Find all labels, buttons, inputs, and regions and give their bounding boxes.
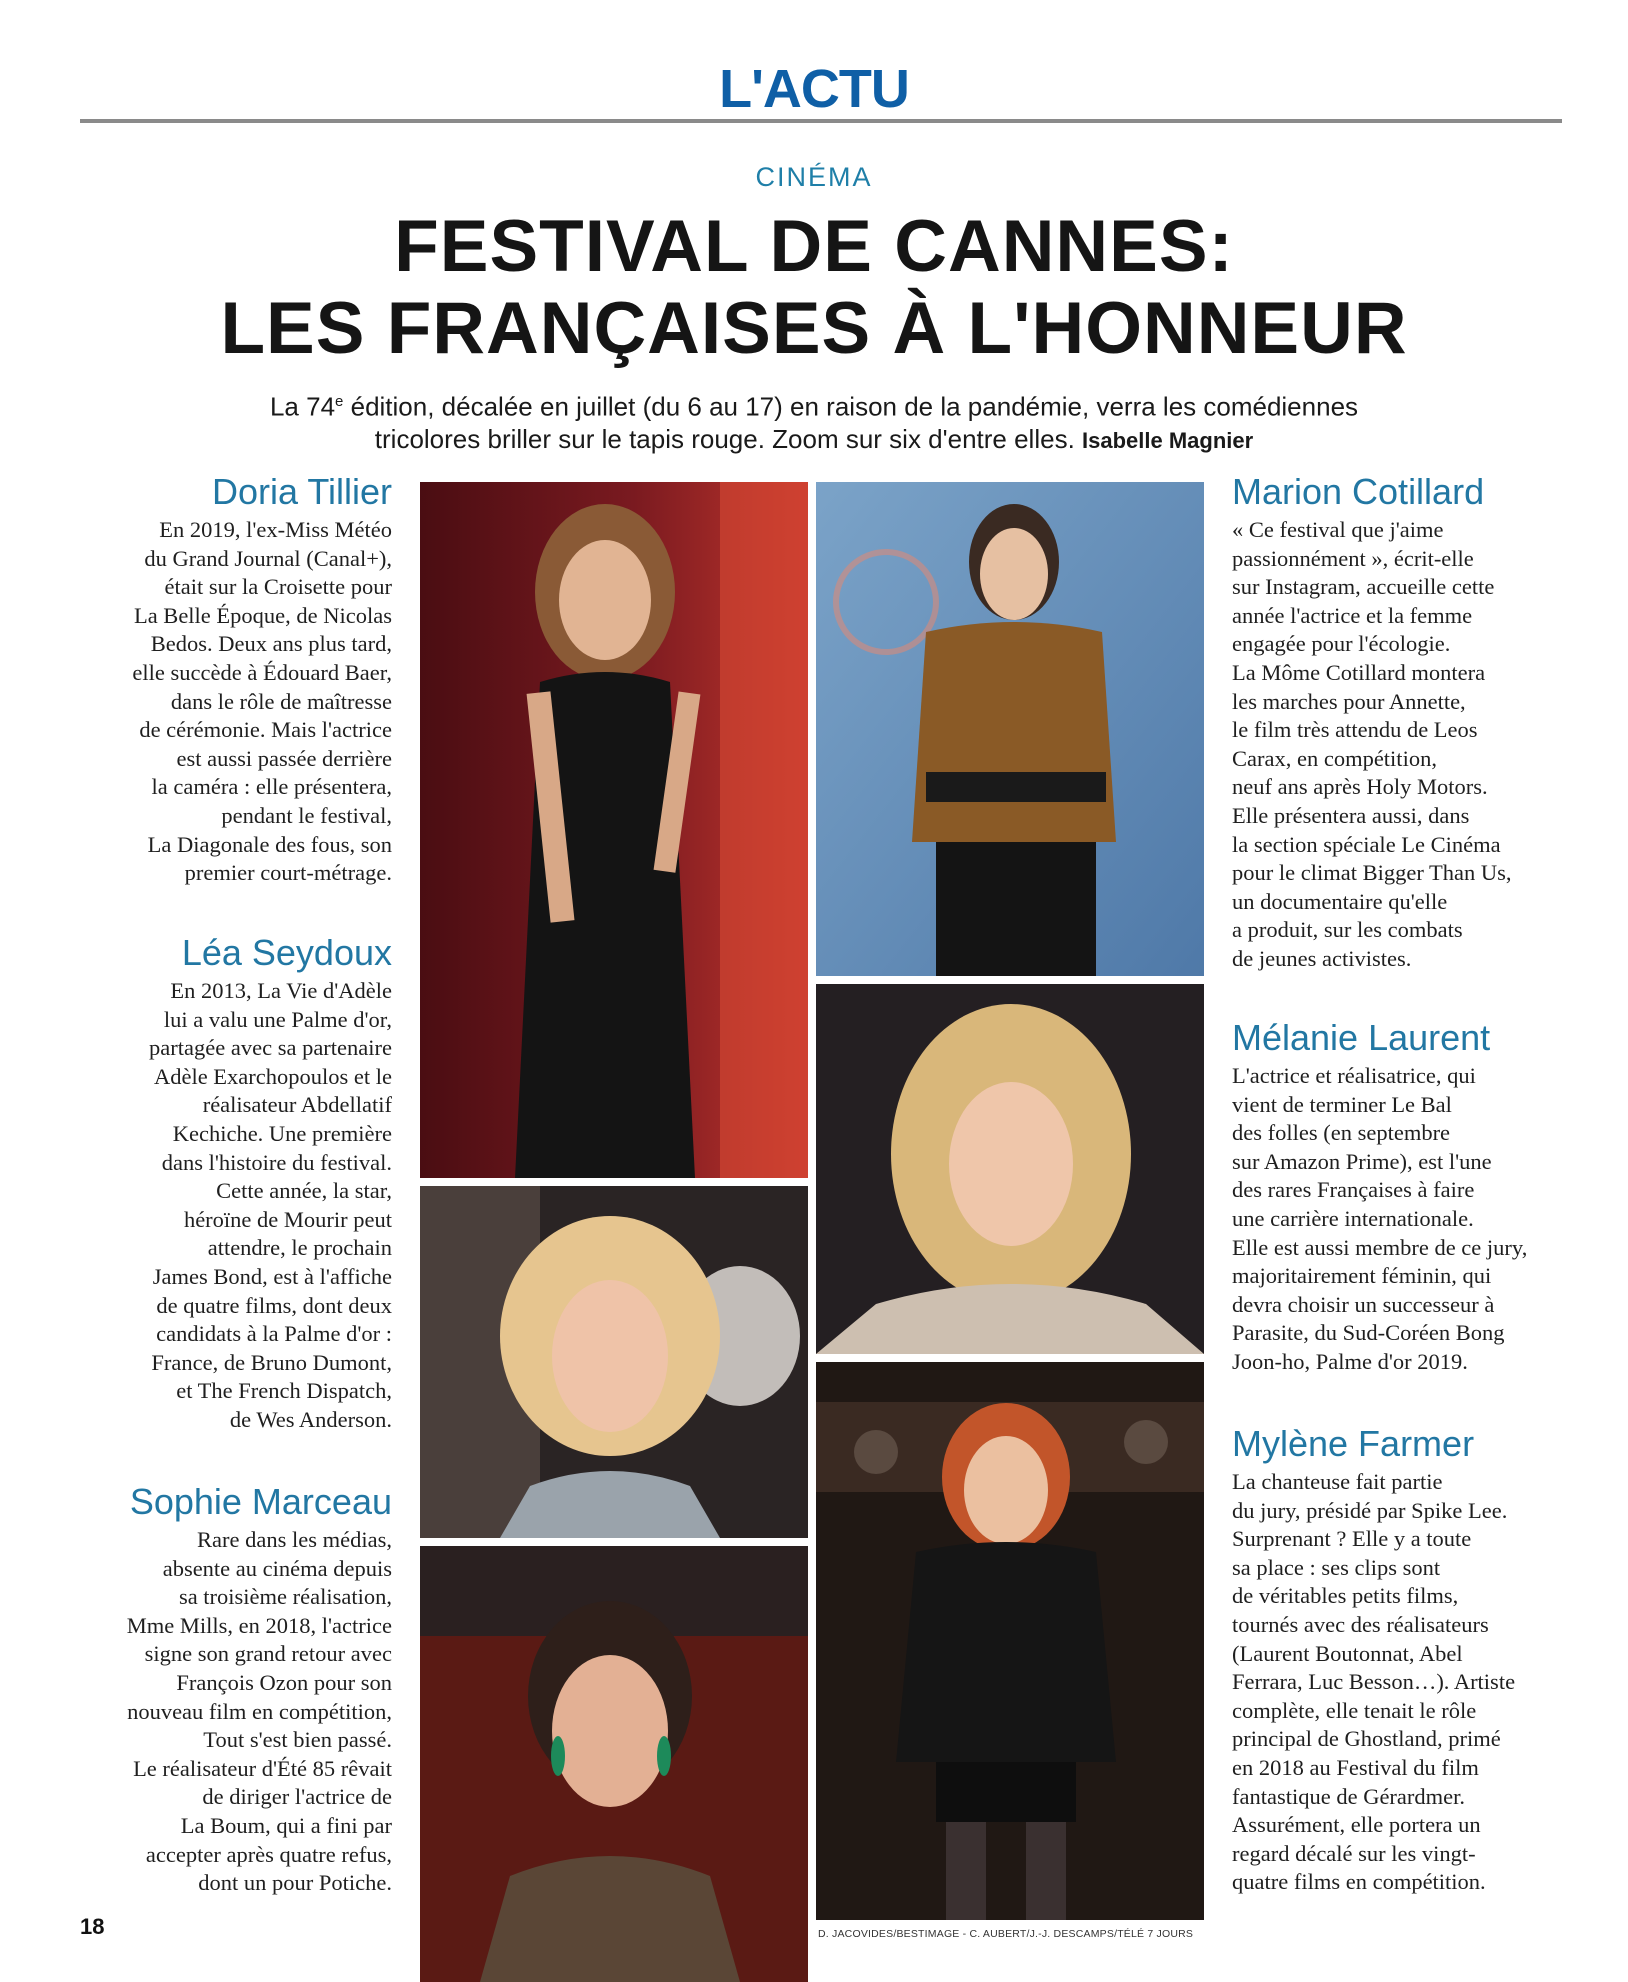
page-number: 18 (80, 1914, 105, 1939)
body-line: passionnément », écrit-elle (1232, 545, 1474, 571)
article-body (1232, 516, 1602, 974)
body-line: sur Amazon Prime), est l'une (1232, 1148, 1492, 1174)
article-body (1232, 1062, 1602, 1377)
section-title: L'ACTU (719, 59, 909, 119)
byline: Isabelle Magnier (1082, 427, 1254, 453)
body-line: Parasite, du Sud-Coréen Bong (1232, 1320, 1505, 1346)
photo-sophie-marceau (420, 1546, 808, 1982)
body-line: « Ce festival que j'aime (1232, 517, 1444, 542)
body-line: elle succède à Édouard Baer, (132, 659, 392, 685)
body-line: Le réalisateur d'Été 85 rêvait (133, 1755, 392, 1781)
body-line: accepter après quatre refus, (145, 1841, 392, 1867)
body-line: Mme Mills, en 2018, l'actrice (126, 1612, 392, 1638)
article-name: Sophie Marceau (129, 1481, 392, 1522)
body-line: La Belle Époque, de Nicolas (133, 602, 392, 628)
kicker: CINÉMA (755, 162, 873, 192)
body-line: dont un pour Potiche. (198, 1870, 392, 1896)
article-sophie-marceau (62, 1481, 392, 1898)
body-line: Ferrara, Luc Besson…). Artiste (1232, 1669, 1516, 1695)
body-line: est aussi passée derrière (176, 745, 392, 771)
body-line: des folles (en septembre (1232, 1120, 1451, 1146)
body-line: Elle présentera aussi, dans (1232, 802, 1470, 828)
body-line: fantastique de Gérardmer. (1232, 1783, 1466, 1809)
body-line: et The French Dispatch, (176, 1378, 392, 1404)
body-line: Cette année, la star, (216, 1178, 392, 1204)
body-line: sur Instagram, accueille cette (1232, 574, 1495, 600)
body-line: une carrière internationale. (1232, 1205, 1474, 1231)
standfirst-sup: e (335, 393, 344, 410)
body-line: du jury, présidé par Spike Lee. (1232, 1497, 1508, 1523)
body-line: en 2018 au Festival du film (1232, 1754, 1479, 1780)
body-line: En 2019, l'ex-Miss Météo (159, 517, 392, 542)
article-name: Marion Cotillard (1232, 471, 1485, 512)
body-line: réalisateur Abdellatif (202, 1092, 392, 1118)
photo-melanie-laurent (816, 984, 1204, 1354)
body-line: nouveau film en compétition, (127, 1698, 392, 1724)
body-line: de quatre films, dont deux (156, 1292, 392, 1318)
article-body (1232, 1468, 1602, 1897)
body-line: principal de Ghostland, primé (1232, 1726, 1501, 1752)
headline (0, 206, 1628, 370)
body-line: Surprenant ? Elle y a toute (1232, 1526, 1472, 1552)
photo-doria-tillier (420, 482, 808, 1178)
article-lea-seydoux (62, 932, 392, 1435)
body-line: devra choisir un successeur à (1232, 1291, 1495, 1317)
body-line: vient de terminer Le Bal (1232, 1091, 1452, 1117)
body-line: majoritairement féminin, qui (1232, 1263, 1492, 1289)
article-name: Mylène Farmer (1232, 1423, 1475, 1464)
body-line: dans l'histoire du festival. (161, 1149, 392, 1175)
body-line: La Boum, qui a fini par (180, 1812, 392, 1838)
body-line: les marches pour Annette, (1232, 688, 1466, 714)
article-doria-tillier (62, 471, 392, 888)
body-line: signe son grand retour avec (144, 1641, 392, 1667)
body-line: de Wes Anderson. (229, 1406, 392, 1432)
body-line: La Diagonale des fous, son (147, 831, 392, 857)
body-line: était sur la Croisette pour (164, 574, 392, 600)
article-body (62, 977, 392, 1435)
body-line: Assurément, elle portera un (1232, 1812, 1481, 1838)
body-line: sa troisième réalisation, (178, 1584, 392, 1610)
body-line: héroïne de Mourir peut (183, 1206, 392, 1232)
body-line: un documentaire qu'elle (1232, 888, 1448, 914)
body-line: la caméra : elle présentera, (151, 774, 392, 800)
article-name: Léa Seydoux (181, 932, 392, 973)
body-line: premier court-métrage. (184, 860, 392, 886)
body-line: attendre, le prochain (207, 1235, 392, 1261)
standfirst (80, 386, 1548, 457)
article-name: Doria Tillier (211, 471, 392, 512)
body-line: France, de Bruno Dumont, (151, 1349, 392, 1375)
body-line: a produit, sur les combats (1232, 917, 1463, 943)
standfirst-c: tricolores briller sur le tapis rouge. Zoom sur six d'entre elles. (374, 423, 1083, 454)
body-line: La chanteuse fait partie (1232, 1469, 1443, 1494)
body-line: Adèle Exarchopoulos et le (153, 1063, 392, 1089)
body-line: Tout s'est bien passé. (203, 1727, 392, 1753)
body-line: de jeunes activistes. (1232, 945, 1412, 971)
body-line: pour le climat Bigger Than Us, (1232, 860, 1512, 886)
photo-credit: D. JACOVIDES/BESTIMAGE - C. AUBERT/J.-J. DESCAMPS/TÉLÉ 7 JOURS (818, 1928, 1194, 1940)
body-line: tournés avec des réalisateurs (1232, 1611, 1489, 1637)
body-line: pendant le festival, (221, 802, 392, 828)
body-line: du Grand Journal (Canal+), (144, 545, 392, 571)
body-line: lui a valu une Palme d'or, (163, 1006, 392, 1032)
article-melanie-laurent (1232, 1017, 1602, 1377)
body-line: le film très attendu de Leos (1232, 717, 1478, 743)
headline-line-2: LES FRANÇAISES À L'HONNEUR (220, 288, 1408, 369)
body-line: complète, elle tenait le rôle (1232, 1697, 1477, 1723)
body-line: regard décalé sur les vingt- (1232, 1840, 1476, 1866)
body-line: Joon-ho, Palme d'or 2019. (1232, 1348, 1468, 1374)
body-line: Kechiche. Une première (172, 1120, 392, 1146)
article-name: Mélanie Laurent (1232, 1017, 1491, 1058)
body-line: année l'actrice et la femme (1232, 602, 1473, 628)
body-line: L'actrice et réalisatrice, qui (1232, 1063, 1476, 1088)
photo-lea-seydoux (420, 1186, 808, 1538)
headline-line-1: FESTIVAL DE CANNES: (394, 206, 1234, 287)
body-line: quatre films en compétition. (1232, 1869, 1486, 1895)
article-body (62, 516, 392, 888)
body-line: partagée avec sa partenaire (149, 1035, 392, 1061)
body-line: Bedos. Deux ans plus tard, (150, 631, 392, 657)
standfirst-a: La 74 (269, 391, 336, 422)
body-line: de véritables petits films, (1232, 1583, 1459, 1609)
body-line: absente au cinéma depuis (162, 1555, 392, 1581)
body-line: En 2013, La Vie d'Adèle (170, 978, 392, 1003)
body-line: dans le rôle de maîtresse (170, 688, 392, 714)
article-mylene-farmer (1232, 1423, 1602, 1897)
photo-mylene-farmer (816, 1362, 1204, 1920)
body-line: sa place : ses clips sont (1232, 1554, 1441, 1580)
body-line: Elle est aussi membre de ce jury, (1232, 1234, 1528, 1260)
body-line: La Môme Cotillard montera (1232, 659, 1486, 685)
body-line: candidats à la Palme d'or : (156, 1321, 392, 1347)
article-body (62, 1526, 392, 1898)
body-line: de diriger l'actrice de (202, 1784, 392, 1810)
body-line: James Bond, est à l'affiche (152, 1263, 392, 1289)
body-line: engagée pour l'écologie. (1232, 631, 1451, 657)
article-marion-cotillard (1232, 471, 1602, 974)
body-line: neuf ans après Holy Motors. (1232, 774, 1488, 800)
body-line: (Laurent Boutonnat, Abel (1232, 1640, 1463, 1666)
body-line: Rare dans les médias, (197, 1527, 392, 1552)
body-line: Carax, en compétition, (1232, 745, 1437, 771)
standfirst-b: édition, décalée en juillet (du 6 au 17) en raison de la pandémie, verra les comédiennes (343, 391, 1359, 422)
body-line: des rares Françaises à faire (1232, 1177, 1475, 1203)
header-rule (80, 119, 1562, 123)
body-line: la section spéciale Le Cinéma (1232, 831, 1501, 857)
photo-marion-cotillard (816, 482, 1204, 976)
body-line: François Ozon pour son (176, 1669, 392, 1695)
body-line: de cérémonie. Mais l'actrice (139, 717, 392, 743)
